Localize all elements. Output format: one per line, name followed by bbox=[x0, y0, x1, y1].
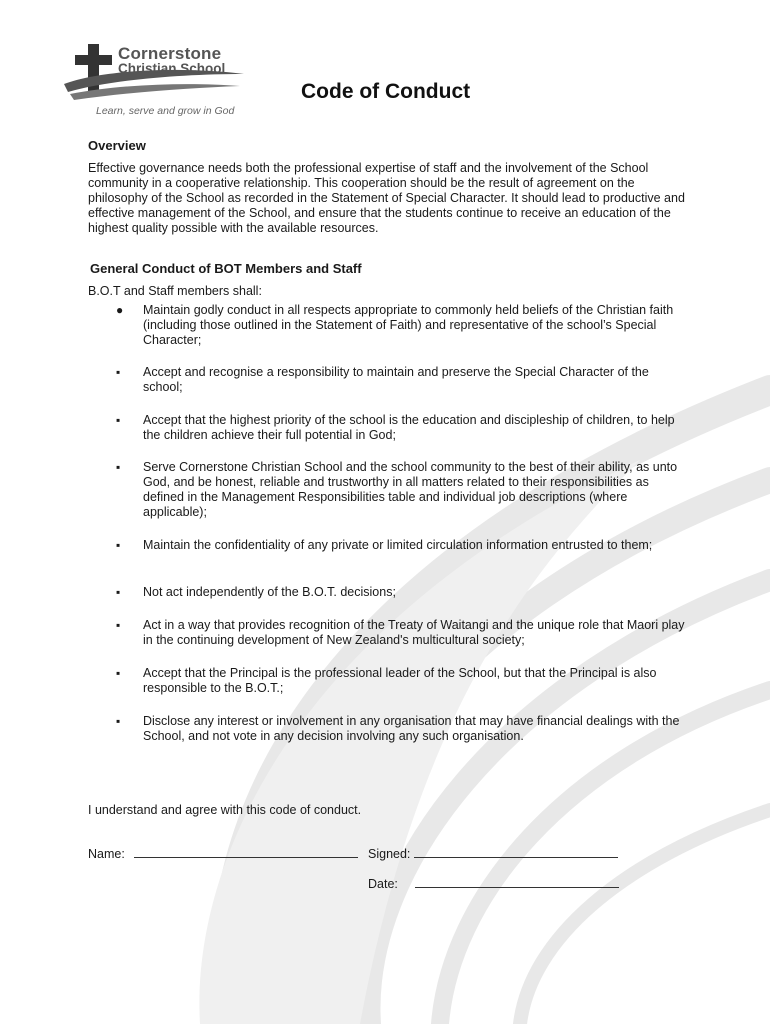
bullet-square-icon: ▪ bbox=[116, 714, 121, 728]
list-item-text: Maintain the confidentiality of any private or limited circulation information entrusted to them; bbox=[143, 538, 653, 552]
bullet-square-icon: ▪ bbox=[116, 365, 121, 379]
signed-label: Signed: bbox=[368, 847, 411, 861]
list-item-text: Disclose any interest or involvement in any organisation that may have financial dealings with the School, and not vote in any decision involving any such organisation. bbox=[143, 714, 680, 743]
logo-name-line1: Cornerstone bbox=[118, 44, 222, 63]
list-item-text: Accept and recognise a responsibility to maintain and preserve the Special Character of the school; bbox=[143, 365, 649, 394]
bullet-square-icon: ▪ bbox=[116, 618, 121, 632]
list-item-text: Serve Cornerstone Christian School and the school community to the best of their ability, as unto God, and be honest, reliable and trustworthy in all matters related to their responsibilities as defined in the Management Responsibilities table and individual job descriptions (where applicable); bbox=[143, 460, 678, 519]
overview-paragraph: Effective governance needs both the professional expertise of staff and the involvement of the School community in a cooperative relationship. This cooperation should be the result of agreement on the philosophy of the School as recorded in the Statement of Special Character. It should lead to productive and effective management of the School, and ensure that the students continue to receive an education of the highest quality possible with the available resources. bbox=[88, 161, 685, 235]
bullet-square-icon: ▪ bbox=[116, 413, 121, 427]
date-label: Date: bbox=[368, 877, 398, 891]
list-item-text: Not act independently of the B.O.T. decisions; bbox=[143, 585, 396, 599]
logo-name-line2: Christian School bbox=[118, 61, 226, 76]
agreement-statement: I understand and agree with this code of conduct. bbox=[88, 803, 362, 817]
page-title: Code of Conduct bbox=[301, 80, 471, 103]
name-label: Name: bbox=[88, 847, 125, 861]
signature-input-line[interactable] bbox=[414, 845, 618, 858]
date-input-line[interactable] bbox=[415, 875, 619, 888]
signed-field[interactable] bbox=[368, 845, 618, 861]
bullet-square-icon: ▪ bbox=[116, 538, 121, 552]
general-conduct-heading: General Conduct of BOT Members and Staff bbox=[90, 261, 362, 276]
bullet-square-icon: ▪ bbox=[116, 666, 121, 680]
date-field[interactable] bbox=[368, 875, 619, 891]
list-item-text: Accept that the Principal is the professional leader of the School, but that the Principal is also responsible to the B.O.T.; bbox=[143, 666, 657, 695]
logo-tagline: Learn, serve and grow in God bbox=[96, 105, 235, 117]
bullet-square-icon: ▪ bbox=[116, 460, 121, 474]
bullet-square-icon: ▪ bbox=[116, 585, 121, 599]
list-item-text: Maintain godly conduct in all respects appropriate to commonly held beliefs of the Christian faith (including those outlined in the Statement of Faith) and representative of the school’s Special Character; bbox=[143, 303, 674, 347]
general-conduct-intro: B.O.T and Staff members shall: bbox=[88, 284, 262, 298]
list-item-text: Act in a way that provides recognition of the Treaty of Waitangi and the unique role that Maori play in the continuing development of New Zealand's multicultural society; bbox=[143, 618, 685, 647]
bullet-dot-icon: ● bbox=[116, 303, 124, 317]
list-item-text: Accept that the highest priority of the school is the education and discipleship of children, to help the children achieve their full potential in God; bbox=[143, 413, 675, 442]
name-input-line[interactable] bbox=[134, 845, 358, 858]
overview-heading: Overview bbox=[88, 138, 146, 153]
name-field[interactable] bbox=[88, 845, 358, 861]
